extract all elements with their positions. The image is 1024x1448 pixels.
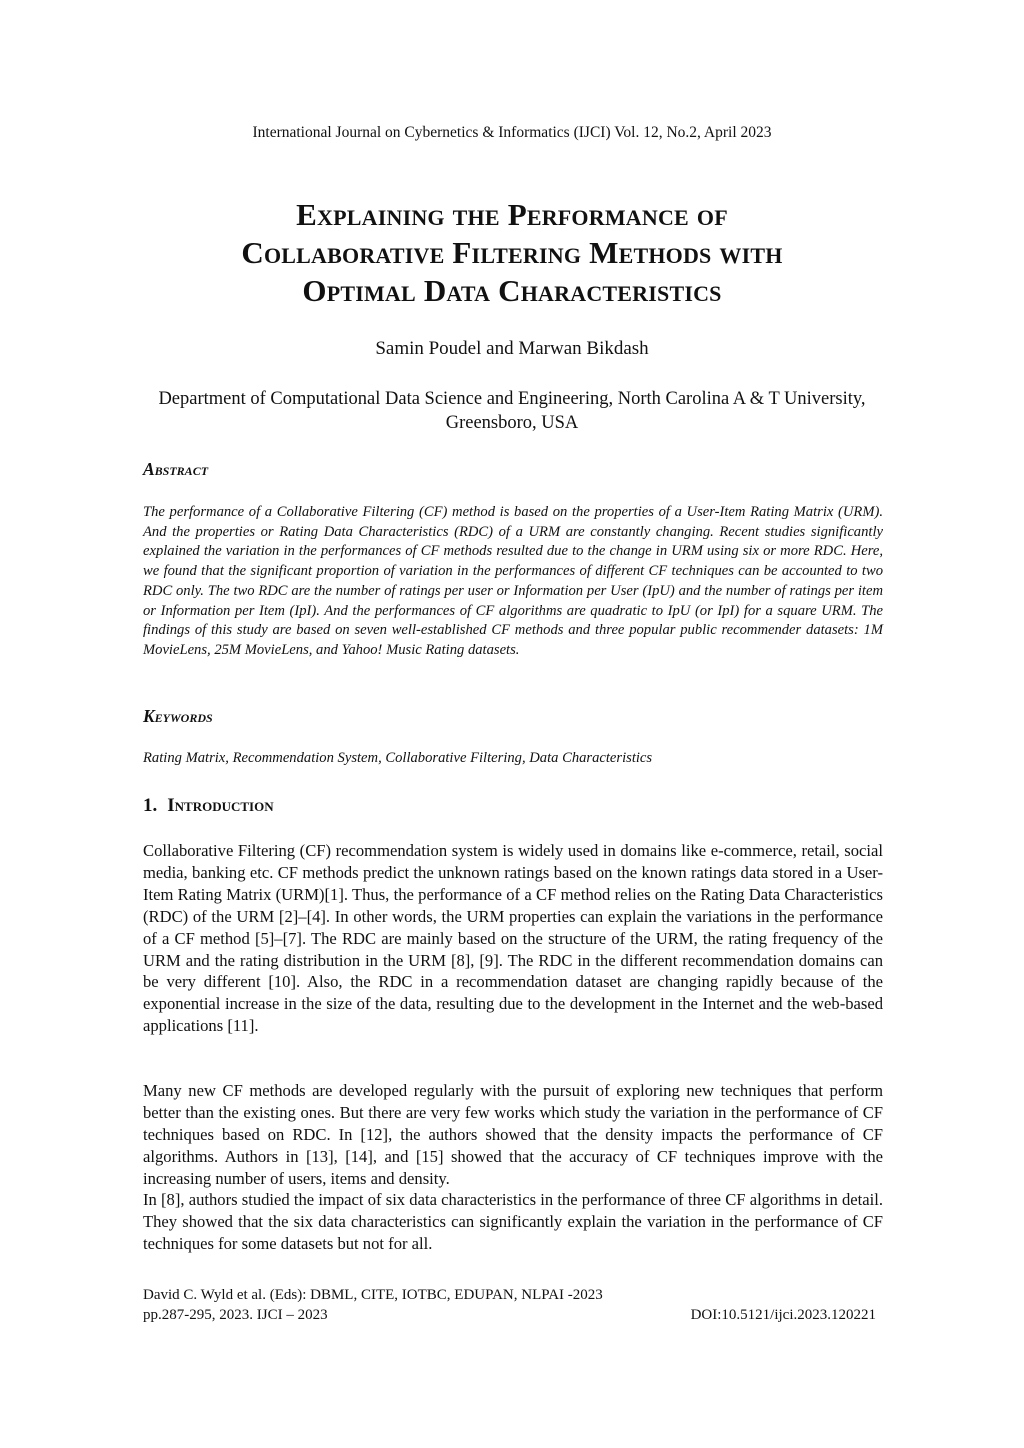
footer-editors: David C. Wyld et al. (Eds): DBML, CITE, IOTBC, EDUPAN, NLPAI -2023 (143, 1287, 603, 1303)
paper-title (100, 196, 924, 310)
authors: Samin Poudel and Marwan Bikdash (375, 338, 649, 359)
abstract-heading: Abstract (143, 459, 209, 479)
section-title: Introduction (167, 795, 274, 816)
introduction-heading (143, 795, 274, 817)
intro-paragraph-3: In [8], authors studied the impact of six data characteristics in the performance of three CF algorithms in detail. They showed that the six data characteristics can significantly explain the variation in the performance of CF techniques for some datasets but not for all. (143, 1190, 883, 1253)
keywords-heading: Keywords (143, 706, 213, 726)
title-line-3: Optimal Data Characteristics (302, 273, 722, 308)
affiliation: Department of Computational Data Science and Engineering, North Carolina A & T University, Greensboro, USA (158, 389, 866, 433)
keywords-text: Rating Matrix, Recommendation System, Collaborative Filtering, Data Characteristics (143, 750, 653, 766)
abstract-text: The performance of a Collaborative Filtering (CF) method is based on the properties of a User-Item Rating Matrix (URM). And the properties or Rating Data Characteristics (RDC) of a URM are constantly changing. Recent studies significantly explained the variation in the performances of CF methods resulted due to the change in URM using six or more RDC. Here, we found that the significant proportion of variation in the performances of different CF techniques can be accounted to two RDC only. The two RDC are the number of ratings per user or Information per User (IpU) and the number of ratings per item or Information per Item (IpI). And the performances of CF algorithms are quadratic to IpU (or IpI) for a square URM. The findings of this study are based on seven well-established CF methods and three popular public recommender datasets: 1M MovieLens, 25M MovieLens, and Yahoo! Music Rating datasets. (143, 504, 883, 658)
footer-doi: DOI:10.5121/ijci.2023.120221 (690, 1307, 876, 1323)
running-head: International Journal on Cybernetics & Informatics (IJCI) Vol. 12, No.2, April 2023 (252, 124, 772, 141)
intro-paragraph-2: Many new CF methods are developed regularly with the pursuit of exploring new techniques that perform better than the existing ones. But there are very few works which study the variation in the performance of CF techniques based on RDC. In [12], the authors showed that the density impacts the performance of CF algorithms. Authors in [13], [14], and [15] showed that the accuracy of CF techniques improve with the increasing number of users, items and density. (143, 1081, 883, 1188)
intro-paragraph-1: Collaborative Filtering (CF) recommendation system is widely used in domains like e-commerce, retail, social media, banking etc. CF methods predict the unknown ratings based on the known ratings data stored in a User-Item Rating Matrix (URM)[1]. Thus, the performance of a CF method relies on the Rating Data Characteristics (RDC) of the URM [2]–[4]. In other words, the URM properties can explain the variations in the performance of a CF method [5]–[7]. The RDC are mainly based on the structure of the URM, the rating frequency of the URM and the rating distribution in the URM [8], [9]. The RDC in the different recommendation domains can be very different [10]. Also, the RDC in a recommendation dataset are changing rapidly because of the exponential increase in the size of the data, resulting due to the development in the Internet and the web-based applications [11]. (143, 841, 883, 1036)
title-line-1: Explaining the Performance of (296, 197, 728, 232)
section-number: 1. (143, 795, 158, 816)
title-line-2: Collaborative Filtering Methods with (241, 235, 783, 270)
footer-pages: pp.287-295, 2023. IJCI – 2023 (143, 1307, 328, 1323)
